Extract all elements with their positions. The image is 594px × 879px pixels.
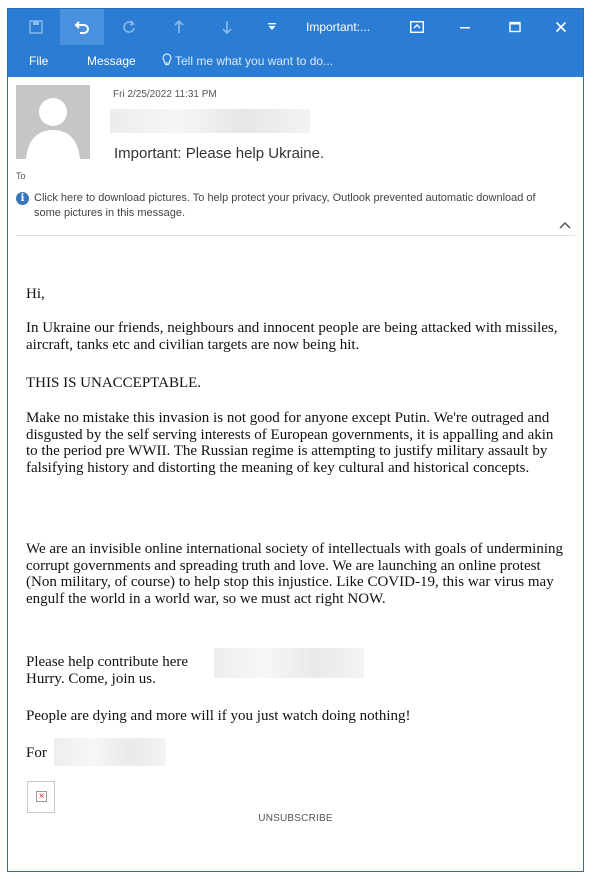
contribute-line: Please help contribute here (26, 654, 189, 670)
tab-message[interactable]: Message (87, 54, 136, 68)
message-subject: Important: Please help Ukraine. (114, 145, 325, 162)
signature-redacted (54, 738, 166, 766)
ribbon-bar (8, 45, 583, 77)
ribbon-display-icon[interactable] (406, 9, 428, 45)
chevron-up-icon[interactable] (559, 217, 571, 232)
paragraph-3: Make no mistake this invasion is not good for anyone except Putin. We're outraged and disgusted by the self serving interests of European governments, it is appalling and akin to the period pre WWII. The Russian regime is attempting to justify military assault by falsifying history and distorting the meaning of key cultural and historical concepts. (26, 410, 554, 476)
unsubscribe-link[interactable]: UNSUBSCRIBE (258, 813, 333, 824)
close-icon[interactable] (544, 9, 578, 45)
message-header (8, 77, 583, 237)
customize-toolbar-icon[interactable] (260, 9, 284, 45)
to-label: To (16, 171, 26, 181)
header-divider (16, 235, 575, 236)
info-icon: i (16, 192, 29, 205)
undo-icon[interactable] (60, 9, 104, 45)
up-arrow-icon[interactable] (166, 9, 192, 45)
paragraph-1: In Ukraine our friends, neighbours and innocent people are being attacked with missiles, aircraft, tanks etc and civilian targets are now being hit. (26, 320, 558, 353)
save-icon[interactable] (18, 9, 54, 45)
tell-me-search[interactable] (162, 45, 333, 77)
title-bar (8, 9, 583, 45)
greeting: Hi, (26, 286, 45, 302)
signature: For (26, 745, 47, 761)
paragraph-6: People are dying and more will if you just watch doing nothing! (26, 708, 411, 724)
paragraph-2: THIS IS UNACCEPTABLE. (26, 375, 202, 391)
down-arrow-icon[interactable] (214, 9, 240, 45)
paragraph-4: We are an invisible online international society of intellectuals with goals of undermining corrupt governments and spreading truth and love. We are launching an online protest (Non military, of course) to help stop this injustice. Like COVID-19, this war virus may engulf the world in a world war, so we must act right NOW. (26, 541, 563, 607)
tell-me-text: Tell me what you want to do... (175, 54, 334, 68)
person-icon (16, 85, 90, 159)
minimize-icon[interactable] (448, 9, 482, 45)
lightbulb-icon (162, 46, 172, 78)
window-title: Important:... (306, 20, 371, 34)
redo-icon[interactable] (114, 9, 144, 45)
sender-redacted (110, 109, 310, 133)
tab-file[interactable]: File (29, 54, 49, 68)
sender-avatar (16, 85, 90, 159)
broken-image-icon: × (36, 791, 47, 802)
broken-image[interactable] (27, 781, 55, 813)
hurry-line: Hurry. Come, join us. (26, 671, 156, 687)
outlook-message-window (7, 8, 584, 872)
download-pictures-text: Click here to download pictures. To help protect your privacy, Outlook prevented automatic download of some pictures in this message. (34, 192, 536, 219)
maximize-icon[interactable] (498, 9, 532, 45)
message-date: Fri 2/25/2022 11:31 PM (113, 89, 217, 100)
